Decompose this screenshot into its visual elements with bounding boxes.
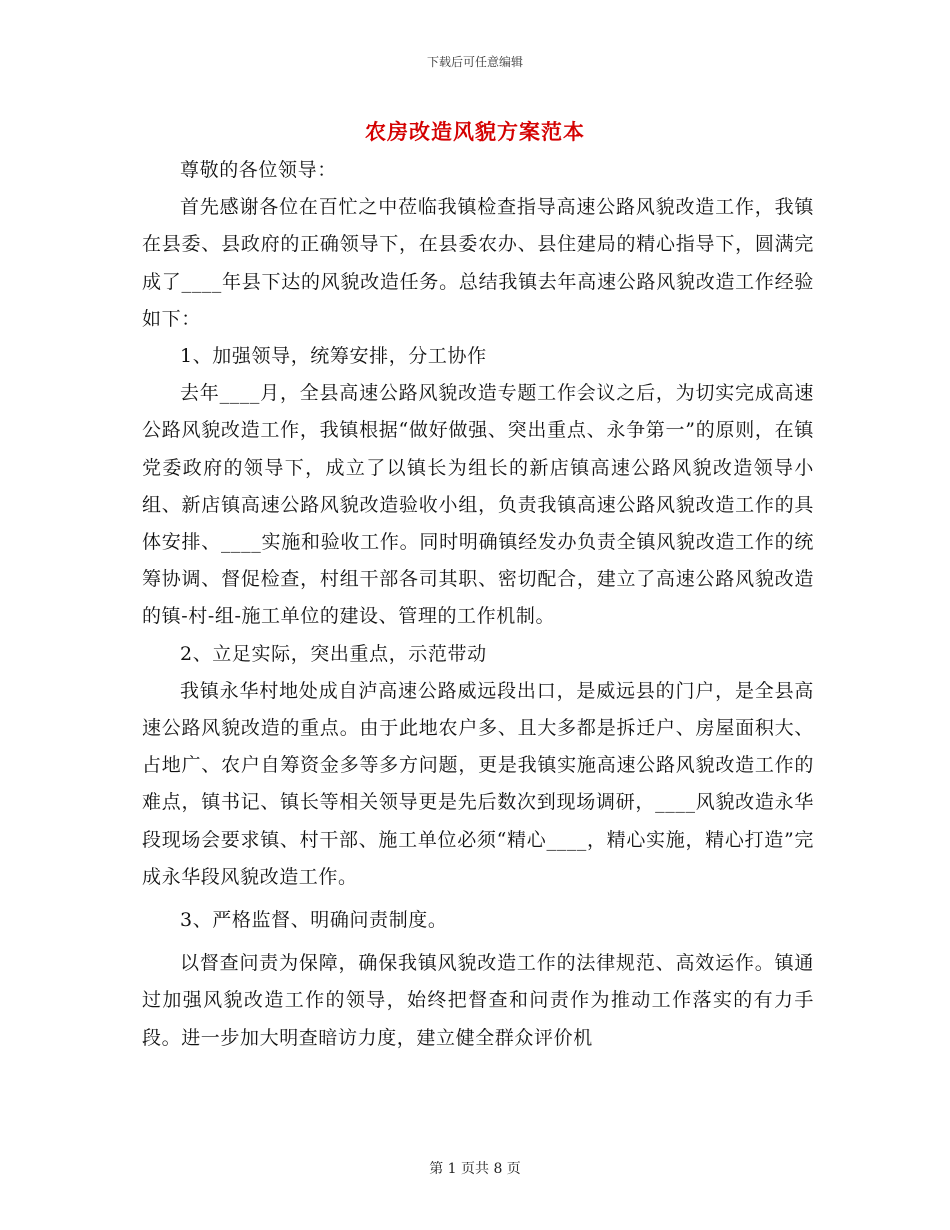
paragraph-section-1: 去年____月，全县高速公路风貌改造专题工作会议之后，为切实完成高速公路风貌改造工作，我镇根据“做好做强、突出重点、永争第一”的原则，在镇党委政府的领导下，成立了以镇长为组长的新店镇高速公路风貌改造领导小组、新店镇高速公路风貌改造验收小组，负责我镇高速公路风貌改造工作的具体安排、____实施和验收工作。同时明确镇经发办负责全镇风貌改造工作的统筹协调、督促检查，村组干部各司其职、密切配合，建立了高速公路风貌改造的镇-村-组-施工单位的建设、管理的工作机制。 <box>142 382 814 628</box>
section-heading-1: 1、加强领导，统筹安排，分工协作 <box>180 345 487 368</box>
paragraph-intro: 首先感谢各位在百忙之中莅临我镇检查指导高速公路风貌改造工作，我镇在县委、县政府的正确领导下，在县委农办、县住建局的精心指导下，圆满完成了____年县下达的风貌改造任务。总结我镇去年高速公路风貌改造工作经验如下： <box>142 196 814 330</box>
document-body <box>142 152 814 1057</box>
page-header: 下载后可任意编辑 <box>426 55 523 69</box>
section-heading-2: 2、立足实际，突出重点，示范带动 <box>180 642 487 665</box>
paragraph-section-2: 我镇永华村地处成自泸高速公路威远段出口，是威远县的门户，是全县高速公路风貌改造的重点。由于此地农户多、且大多都是拆迁户、房屋面积大、占地广、农户自筹资金多等多方问题，更是我镇实施高速公路风貌改造工作的难点，镇书记、镇长等相关领导更是先后数次到现场调研，____风貌改造永华段现场会要求镇、村干部、施工单位必须“精心____，精心实施，精心打造”完成永华段风貌改造工作。 <box>142 679 814 888</box>
paragraph-salutation: 尊敬的各位领导： <box>180 159 337 181</box>
section-heading-3: 3、严格监督、明确问责制度。 <box>180 909 448 932</box>
page-number: 第 1 页共 8 页 <box>429 1161 521 1177</box>
document-title: 农房改造风貌方案范本 <box>365 119 585 144</box>
paragraph-section-3: 以督查问责为保障，确保我镇风貌改造工作的法律规范、高效运作。镇通过加强风貌改造工作的领导，始终把督查和问责作为推动工作落实的有力手段。进一步加大明查暗访力度，建立健全群众评价机 <box>142 952 814 1049</box>
